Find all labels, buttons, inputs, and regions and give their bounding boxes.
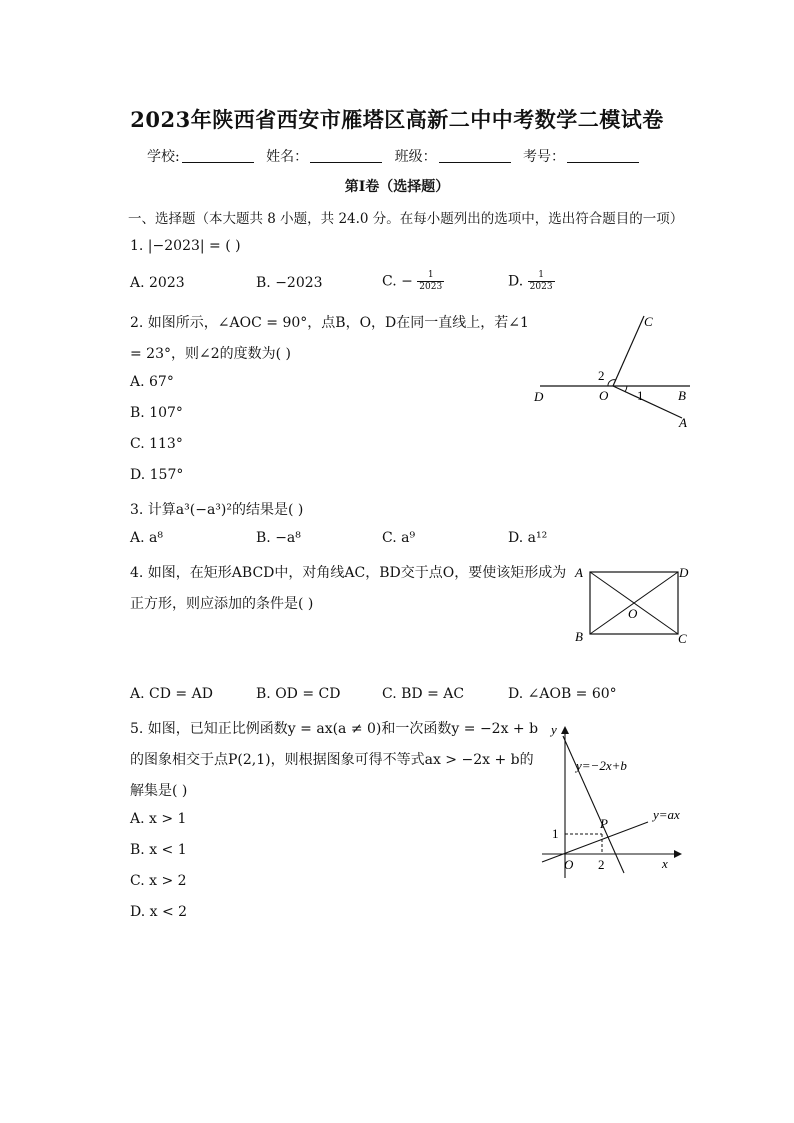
fraction-numerator: 1 xyxy=(528,270,555,282)
label-d: D xyxy=(679,565,689,580)
y-axis-label: y xyxy=(551,722,557,737)
fraction-denominator: 2023 xyxy=(419,282,443,292)
q1-option-d-prefix: D. xyxy=(508,273,524,290)
q3-option-a: A. a⁸ xyxy=(130,530,163,546)
q5-option-a: A. x > 1 xyxy=(130,811,187,827)
part-heading: 一、选择题（本大题共 8 小题，共 24.0 分。在每小题列出的选项中，选出符合题目的一项） xyxy=(128,211,684,227)
line-y-neg2x-plus-b xyxy=(563,736,624,873)
q5-function-graph xyxy=(534,716,698,880)
exam-number-blank xyxy=(567,148,639,163)
q2-option-c: C. 113° xyxy=(130,436,183,452)
q4-stem-line2: 正方形，则应添加的条件是( ) xyxy=(130,596,314,612)
q1-option-c xyxy=(382,270,444,293)
exam-number-label: 考号： xyxy=(523,149,566,165)
fraction xyxy=(528,270,555,293)
label-angle-2: 2 xyxy=(598,368,605,383)
q1-stem: 1. |−2023| = ( ) xyxy=(130,238,241,254)
q5-stem-line2: 的图象相交于点P(2,1)，则根据图象可得不等式ax > −2x + b的 xyxy=(130,752,534,768)
angle-1-arc xyxy=(625,386,627,392)
x-axis-arrow xyxy=(674,850,682,858)
y-tick-1: 1 xyxy=(552,826,559,841)
page-title: 2023年陕西省西安市雁塔区高新二中中考数学二模试卷 xyxy=(130,107,664,132)
label-b: B xyxy=(678,388,686,403)
label-o: O xyxy=(628,606,638,621)
q3-stem: 3. 计算a³(−a³)²的结果是( ) xyxy=(130,502,304,518)
label-a: A xyxy=(679,415,687,430)
y-axis-arrow xyxy=(561,726,569,734)
q5-stem-line3: 解集是( ) xyxy=(130,783,188,799)
q5-stem-line1: 5. 如图，已知正比例函数y = ax(a ≠ 0)和一次函数y = −2x + b xyxy=(130,721,539,737)
label-angle-1: 1 xyxy=(637,388,644,403)
school-blank xyxy=(182,148,254,163)
point-p-label: P xyxy=(600,816,608,831)
q2-option-a: A. 67° xyxy=(130,374,174,390)
label-o: O xyxy=(599,388,609,403)
q1-option-a: A. 2023 xyxy=(130,275,185,291)
q4-option-d: D. ∠AOB = 60° xyxy=(508,686,617,702)
line-b-label: y=−2x+b xyxy=(576,758,627,773)
q4-option-b: B. OD = CD xyxy=(256,686,341,702)
class-blank xyxy=(439,148,511,163)
label-a: A xyxy=(575,565,583,580)
q2-angle-figure xyxy=(530,310,700,435)
section-title: 第Ⅰ卷（选择题） xyxy=(344,179,450,195)
school-label: 学校: xyxy=(146,149,180,165)
q4-option-a: A. CD = AD xyxy=(130,686,213,702)
q5-option-b: B. x < 1 xyxy=(130,842,187,858)
class-label: 班级： xyxy=(394,149,437,165)
fraction-numerator: 1 xyxy=(417,270,444,282)
label-c: C xyxy=(644,314,653,329)
ray-oc xyxy=(613,316,644,386)
label-c: C xyxy=(678,631,687,646)
q2-stem-line1: 2. 如图所示，∠AOC = 90°，点B，O，D在同一直线上，若∠1 xyxy=(130,315,529,331)
q3-option-d: D. a¹² xyxy=(508,530,548,546)
q3-option-b: B. −a⁸ xyxy=(256,530,301,546)
name-blank xyxy=(310,148,382,163)
line-a-label: y=ax xyxy=(653,807,680,822)
q5-option-d: D. x < 2 xyxy=(130,904,188,920)
label-b: B xyxy=(575,629,583,644)
q2-option-b: B. 107° xyxy=(130,405,183,421)
q4-stem-line1: 4. 如图，在矩形ABCD中，对角线AC，BD交于点O，要使该矩形成为 xyxy=(130,565,567,581)
q3-option-c: C. a⁹ xyxy=(382,530,416,546)
q2-option-d: D. 157° xyxy=(130,467,184,483)
origin-label: O xyxy=(564,857,574,872)
q1-option-d xyxy=(508,270,555,293)
q1-option-c-prefix: C. − xyxy=(382,273,413,290)
q4-option-c: C. BD = AC xyxy=(382,686,465,702)
q5-option-c: C. x > 2 xyxy=(130,873,187,889)
label-d: D xyxy=(534,389,544,404)
fraction xyxy=(417,270,444,293)
q1-option-b: B. −2023 xyxy=(256,275,323,291)
q4-rectangle-figure xyxy=(568,562,698,650)
fraction-denominator: 2023 xyxy=(529,282,553,292)
ray-oa xyxy=(613,386,682,418)
x-axis-label: x xyxy=(662,856,668,871)
name-label: 姓名： xyxy=(266,149,309,165)
x-tick-2: 2 xyxy=(598,857,605,872)
student-info-line xyxy=(0,146,794,166)
q2-stem-line2: = 23°，则∠2的度数为( ) xyxy=(130,346,292,362)
